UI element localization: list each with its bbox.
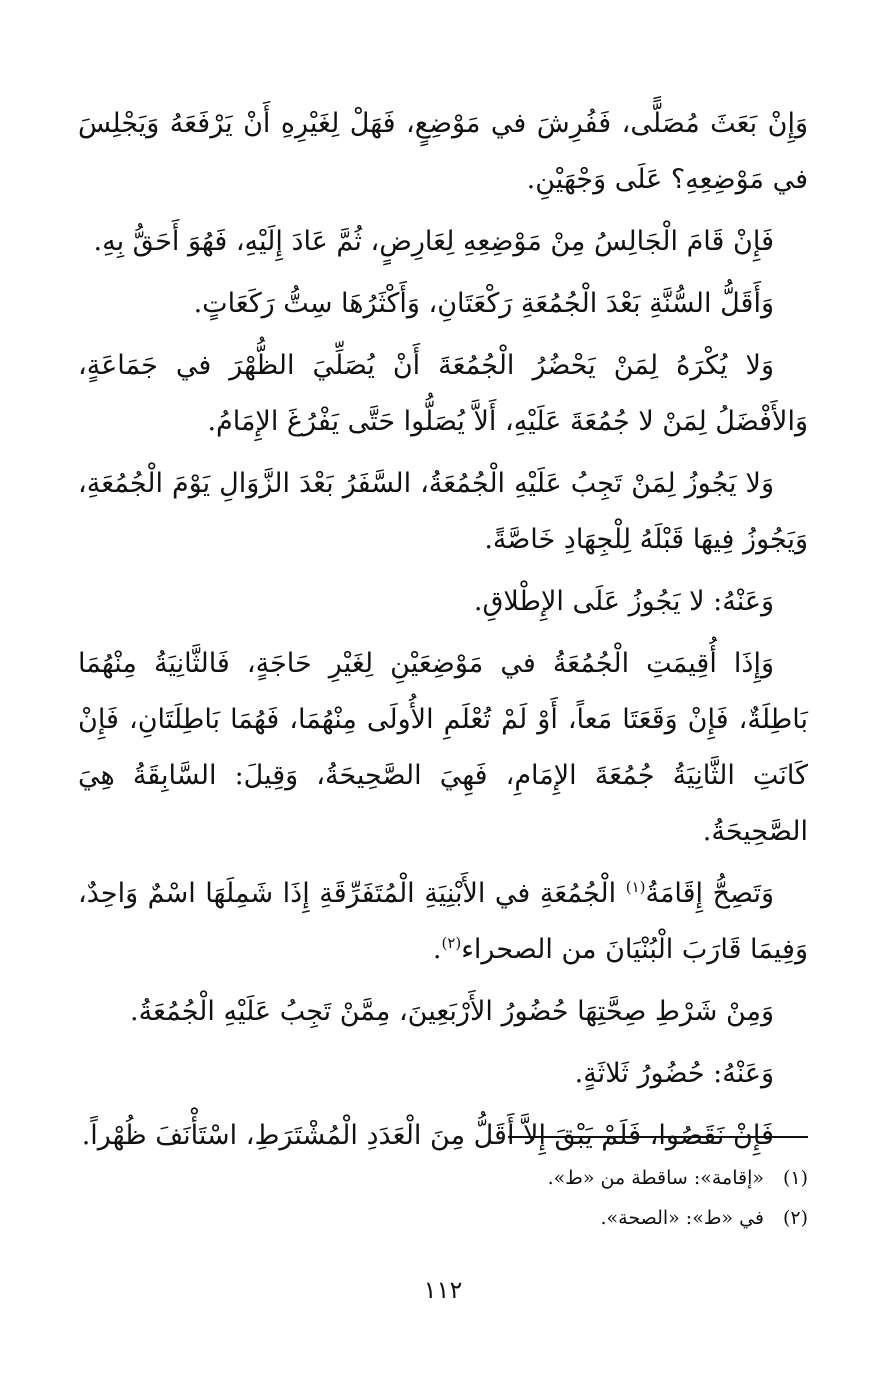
footnote-1	[78, 1158, 808, 1198]
footnote-mark-2: (٢)	[441, 934, 462, 952]
page-number: ١١٢	[423, 1276, 463, 1304]
page-body	[78, 96, 808, 1304]
paragraph-7: وَإِذَا أُقِيمَتِ الْجُمُعَةُ في مَوْضِعَيْنِ لِغَيْرِ حَاجَةٍ، فَالثَّانِيَةُ مِنْهُمَا بَاطِلَةٌ، فَإِنْ وَقَعَتَا مَعاً، أَوْ لَمْ تُعْلَمِ الأُولَى مِنْهُمَا، فَهُمَا بَاطِلَتَانِ، فَإِنْ كَانَتِ الثَّانِيَةُ جُمُعَةَ الإِمَامِ، فَهِيَ الصَّحِيحَةُ، وَقِيلَ: السَّابِقَةُ هِيَ الصَّحِيحَةُ.	[78, 648, 808, 847]
paragraph-8-start: وَتَصِحُّ إِقَامَةُ	[645, 878, 774, 909]
footnote-number: (٢)	[782, 1207, 808, 1229]
paragraph-3: وَأَقَلُّ السُّنَّةِ بَعْدَ الْجُمُعَةِ رَكْعَتَانِ، وَأَكْثَرُهَا سِتُّ رَكَعَاتٍ.	[193, 288, 774, 319]
footnotes	[78, 1158, 808, 1238]
paragraph-8-end: .	[432, 934, 442, 965]
paragraph-1: وَإِنْ بَعَثَ مُصَلًّى، فَفُرِشَ في مَوْضِعٍ، فَهَلْ لِغَيْرِهِ أَنْ يَرْفَعَهُ وَيَجْلِسَ في مَوْضِعِهِ؟ عَلَى وَجْهَيْنِ.	[78, 108, 808, 195]
paragraph-8	[78, 866, 808, 978]
footnote-mark-1: (١)	[625, 878, 646, 896]
paragraph-2: فَإِنْ قَامَ الْجَالِسُ مِنْ مَوْضِعِهِ لِعَارِضٍ، ثُمَّ عَادَ إِلَيْهِ، فَهُوَ أَحَقُّ بِهِ.	[93, 226, 774, 257]
paragraph-10: وَعَنْهُ: حُضُورُ ثَلاثَةٍ.	[574, 1058, 774, 1089]
footnote-divider	[508, 1136, 808, 1138]
footnote-2	[78, 1198, 808, 1238]
footnote-text: «إقامة»: ساقطة من «ط».	[547, 1167, 764, 1189]
paragraph-4: وَلا يُكْرَهُ لِمَنْ يَحْضُرُ الْجُمُعَةَ أَنْ يُصَلِّيَ الظُّهْرَ في جَمَاعَةٍ، وَالأَفْضَلُ لِمَنْ لا جُمُعَةَ عَلَيْهِ، أَلاَّ يُصَلُّوا حَتَّى يَفْرُغَ الإِمَامُ.	[78, 350, 808, 437]
paragraph-11: فَإِنْ نَقَصُوا، فَلَمْ يَبْقَ إِلاَّ أَقَلُّ مِنَ الْعَدَدِ الْمُشْتَرَطِ، اسْتَأْنَفَ ظُهْراً.	[81, 1120, 774, 1151]
paragraph-9: وَمِنْ شَرْطِ صِحَّتِهَا حُضُورُ الأَرْبَعِينَ، مِمَّنْ تَجِبُ عَلَيْهِ الْجُمُعَةُ.	[130, 996, 774, 1027]
paragraph-8-middle: الْجُمُعَةِ في الأَبْنِيَةِ الْمُتَفَرِّقَةِ إِذَا شَمِلَهَا اسْمٌ وَاحِدٌ، وَفِيمَا قَارَبَ الْبُنْيَانَ من الصحراء	[78, 878, 808, 965]
footnote-text: في «ط»: «الصحة».	[600, 1207, 764, 1229]
footnote-number: (١)	[782, 1167, 808, 1189]
paragraph-6: وَعَنْهُ: لا يَجُوزُ عَلَى الإِطْلاقِ.	[473, 586, 774, 617]
paragraph-5: وَلا يَجُوزُ لِمَنْ تَجِبُ عَلَيْهِ الْجُمُعَةُ، السَّفَرُ بَعْدَ الزَّوَالِ يَوْمَ الْجُمُعَةِ، وَيَجُوزُ فِيهَا قَبْلَهُ لِلْجِهَادِ خَاصَّةً.	[78, 468, 808, 555]
